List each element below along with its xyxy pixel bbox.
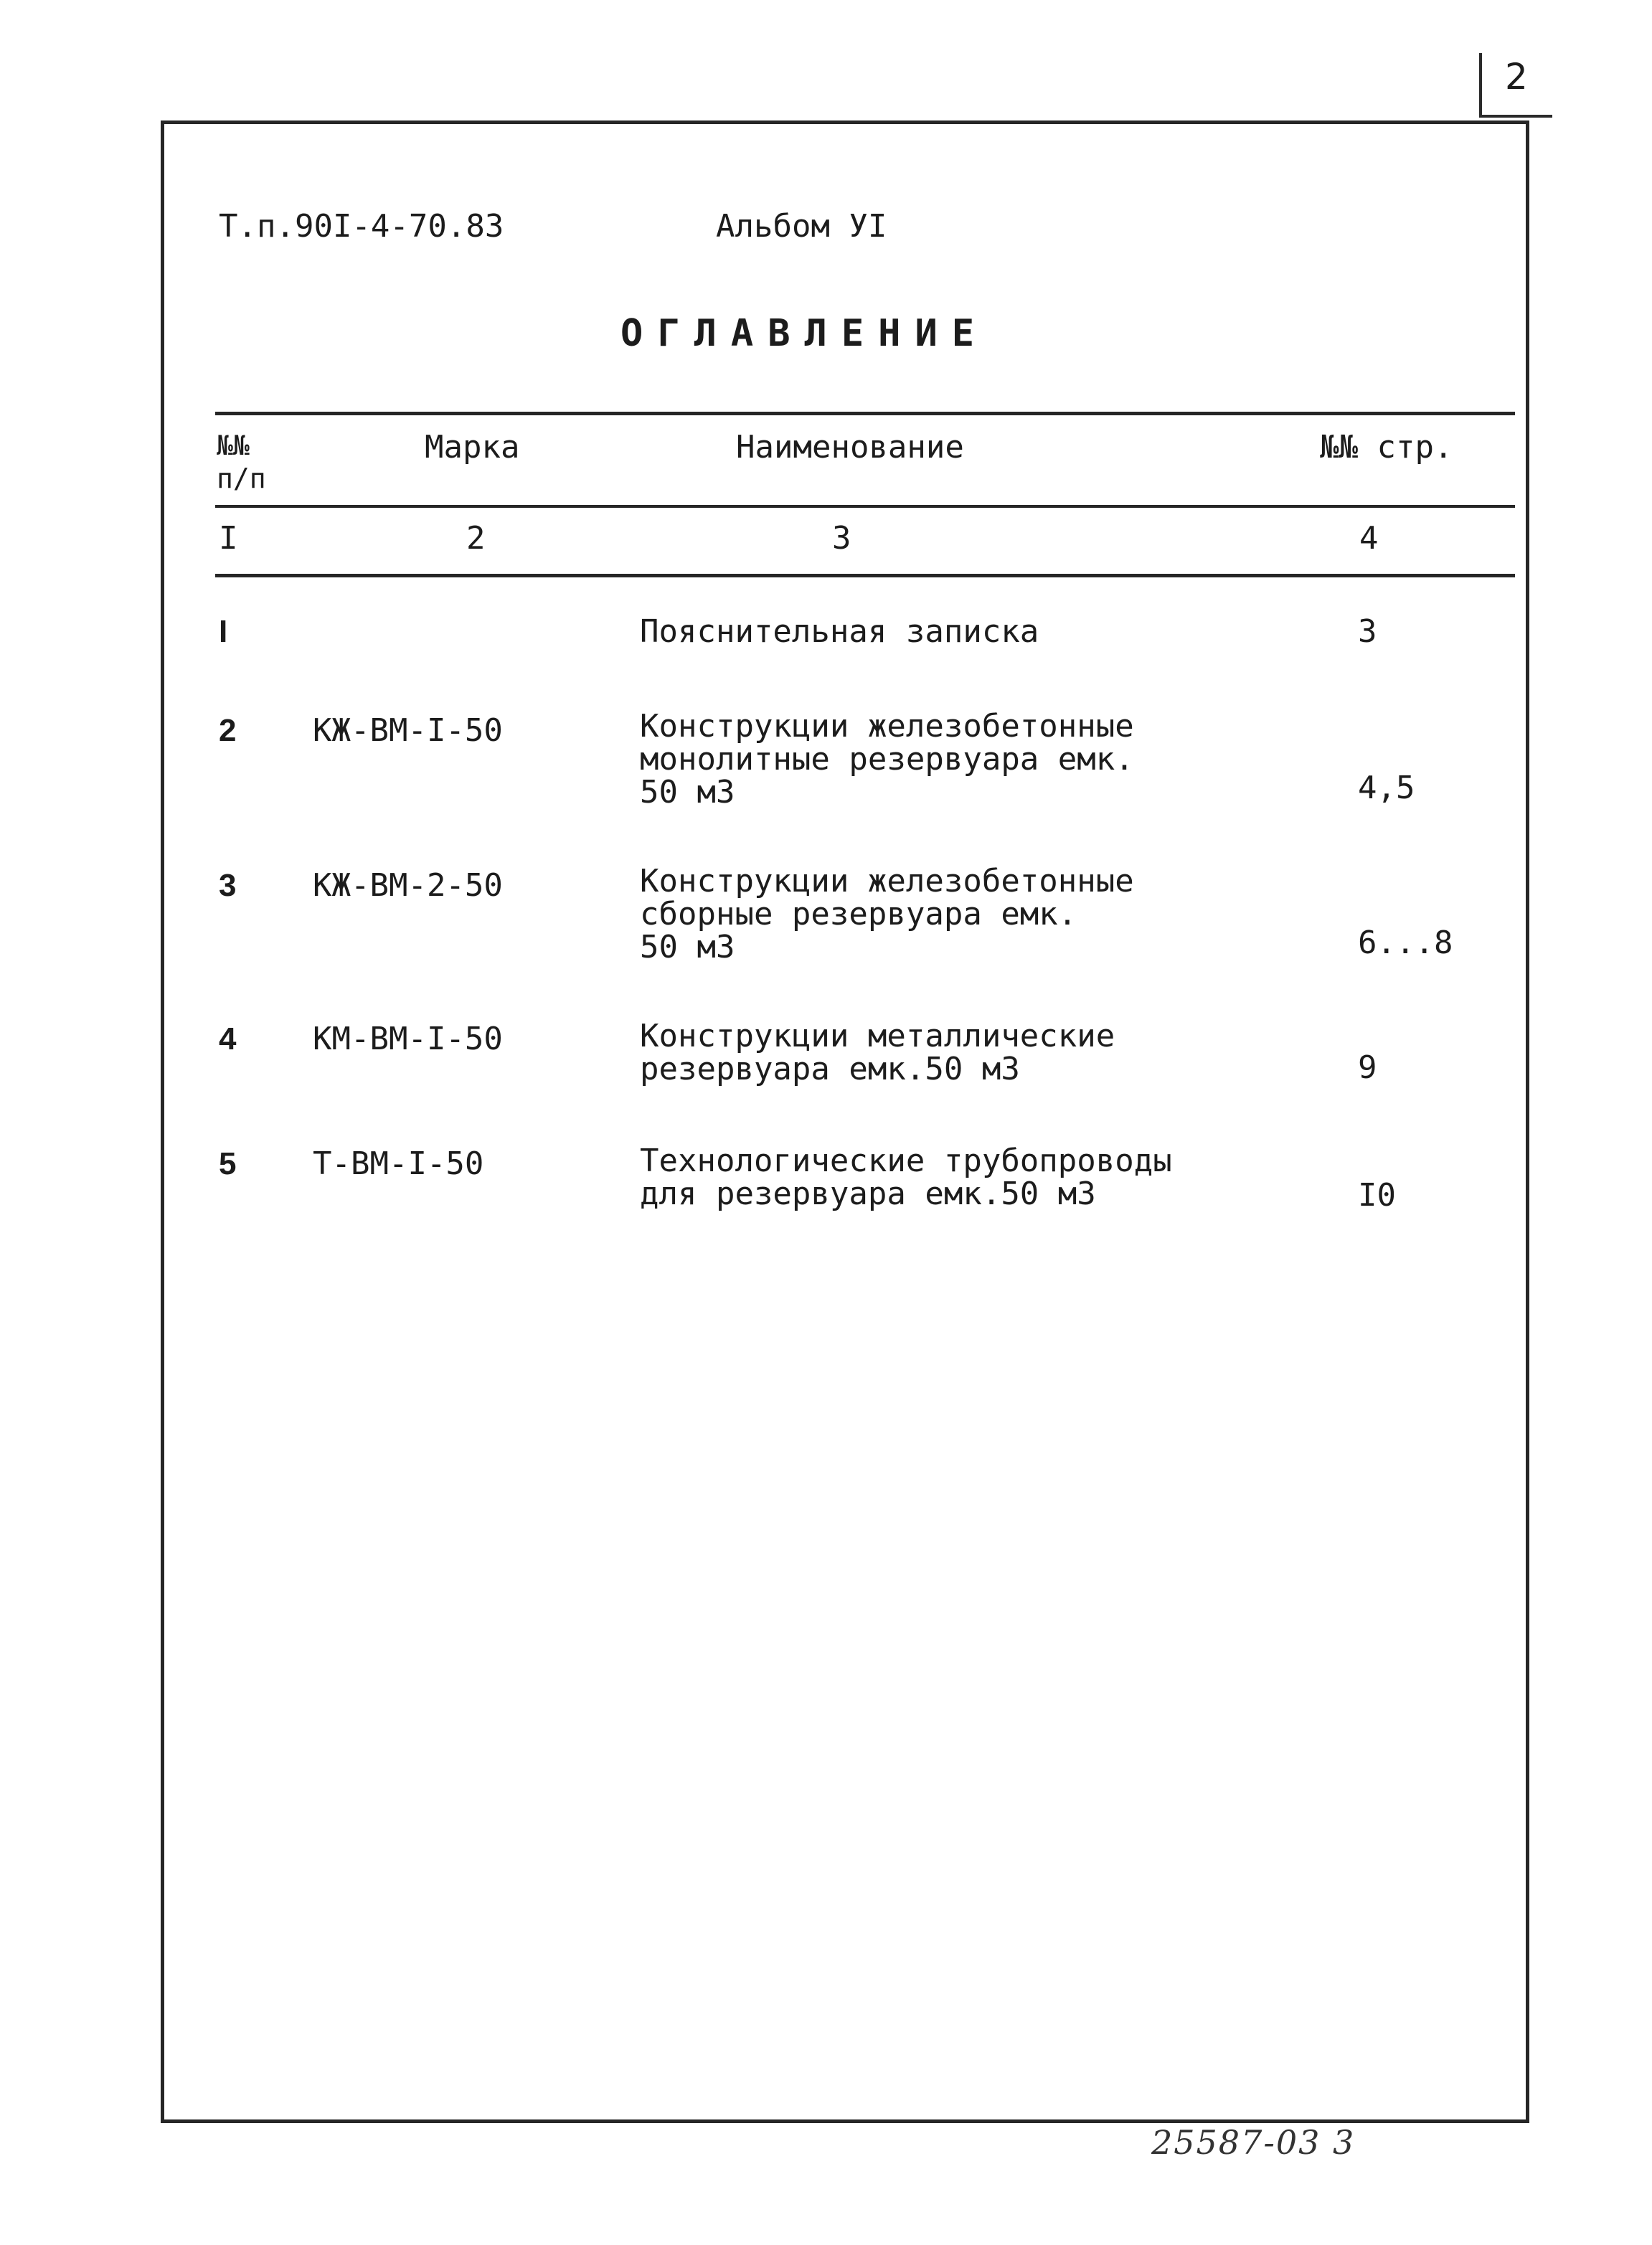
page-number-rule [1479, 115, 1552, 118]
table-row-number: 3 [219, 868, 237, 903]
table-row-name: Пояснительная записка [640, 613, 1039, 650]
table-row-number: 2 [219, 713, 237, 748]
table-row-number: 4 [219, 1021, 237, 1057]
page-number: 2 [1505, 56, 1528, 98]
table-row-page: 4,5 [1358, 770, 1415, 806]
page-frame [161, 120, 1529, 2123]
table-row-mark: КЖ-ВМ-I-50 [313, 712, 503, 749]
handwritten-archive-number: 25587-03 3 [1151, 2123, 1356, 2162]
column-number-3: 3 [832, 520, 851, 557]
column-header-number: №№ п/п [217, 430, 266, 494]
table-top-rule [215, 412, 1515, 415]
album-label: Альбом УI [716, 208, 887, 245]
table-row-name: Конструкции железобетонные монолитные резервуара емк. 50 м3 [640, 708, 1134, 810]
column-number-1: I [219, 520, 238, 557]
table-row-mark: КЖ-ВМ-2-50 [313, 867, 503, 904]
page-title: ОГЛАВЛЕНИЕ [620, 312, 989, 355]
column-header-page: №№ стр. [1320, 429, 1453, 465]
column-header-mark: Марка [425, 429, 520, 465]
table-row-page: 6...8 [1358, 925, 1453, 961]
column-number-2: 2 [466, 520, 486, 557]
document-code: Т.п.90I-4-70.83 [219, 208, 504, 245]
table-row-mark: Т-ВМ-I-50 [313, 1145, 484, 1182]
table-row-name: Конструкции металлические резервуара емк.50 м3 [640, 1018, 1115, 1087]
table-row-page: I0 [1358, 1177, 1396, 1214]
table-row-mark: КМ-ВМ-I-50 [313, 1021, 503, 1057]
table-row-name: Конструкции железобетонные сборные резервуара емк. 50 м3 [640, 863, 1134, 965]
column-numbers-rule [215, 574, 1515, 577]
table-row-number: I [219, 614, 228, 649]
table-row-name: Технологические трубопроводы для резервуара емк.50 м3 [640, 1143, 1172, 1212]
column-number-4: 4 [1359, 520, 1379, 557]
header-bottom-rule [215, 505, 1515, 508]
column-header-name: Наименование [736, 429, 964, 465]
table-row-page: 3 [1358, 613, 1377, 650]
table-row-page: 9 [1358, 1049, 1377, 1086]
page-number-divider [1479, 53, 1482, 116]
table-row-number: 5 [219, 1146, 237, 1181]
